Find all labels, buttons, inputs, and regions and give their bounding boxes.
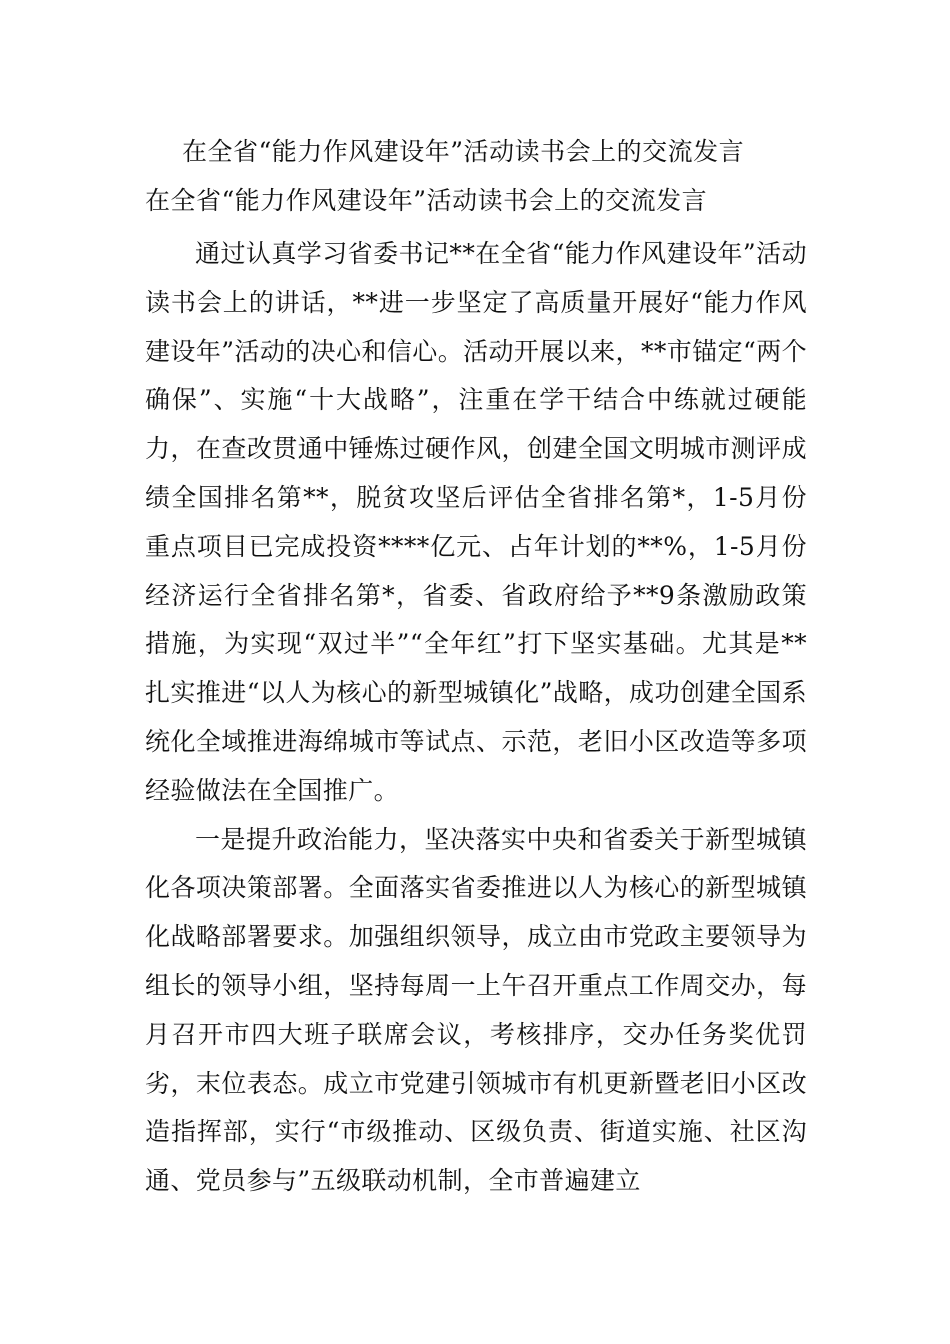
document-title-line-1: 在全省“能力作风建设年”活动读书会上的交流发言 [182, 137, 745, 166]
paragraph-intro: 通过认真学习省委书记**在全省“能力作风建设年”活动读书会上的讲话，**进一步坚定了高质量开展好“能力作风建设年”活动的决心和信心。活动开展以来，**市锚定“两个确保”、实施“十大战略”，注重在学干结合中练就过硬能力，在查改贯通中锤炼过硬作风，创建全国文明城市测评成绩全国排名第**，脱贫攻坚后评估全省排名第*，1-5月份重点项目已完成投资****亿元、占年计划的**%，1-5月份经济运行全省排名第*，省委、省政府给予**9条激励政策措施，为实现“双过半”“全年红”打下坚实基础。尤其是**扎实推进“以人为核心的新型城镇化”战略，成功创建全国系统化全域推进海绵城市等试点、示范，老旧小区改造等多项经验做法在全国推广。 [145, 239, 807, 805]
paragraph-political-ability: 一是提升政治能力，坚决落实中央和省委关于新型城镇化各项决策部署。全面落实省委推进以人为核心的新型城镇化战略部署要求。加强组织领导，成立由市党政主要领导为组长的领导小组，坚持每周一上午召开重点工作周交办，每月召开市四大班子联席会议，考核排序，交办任务奖优罚劣，末位表态。成立市党建引领城市有机更新暨老旧小区改造指挥部，实行“市级推动、区级负责、街道实施、社区沟通、党员参与”五级联动机制，全市普遍建立 [145, 824, 807, 1196]
document-title-line-2: 在全省“能力作风建设年”活动读书会上的交流发言 [145, 186, 708, 215]
document-body [145, 230, 807, 1206]
